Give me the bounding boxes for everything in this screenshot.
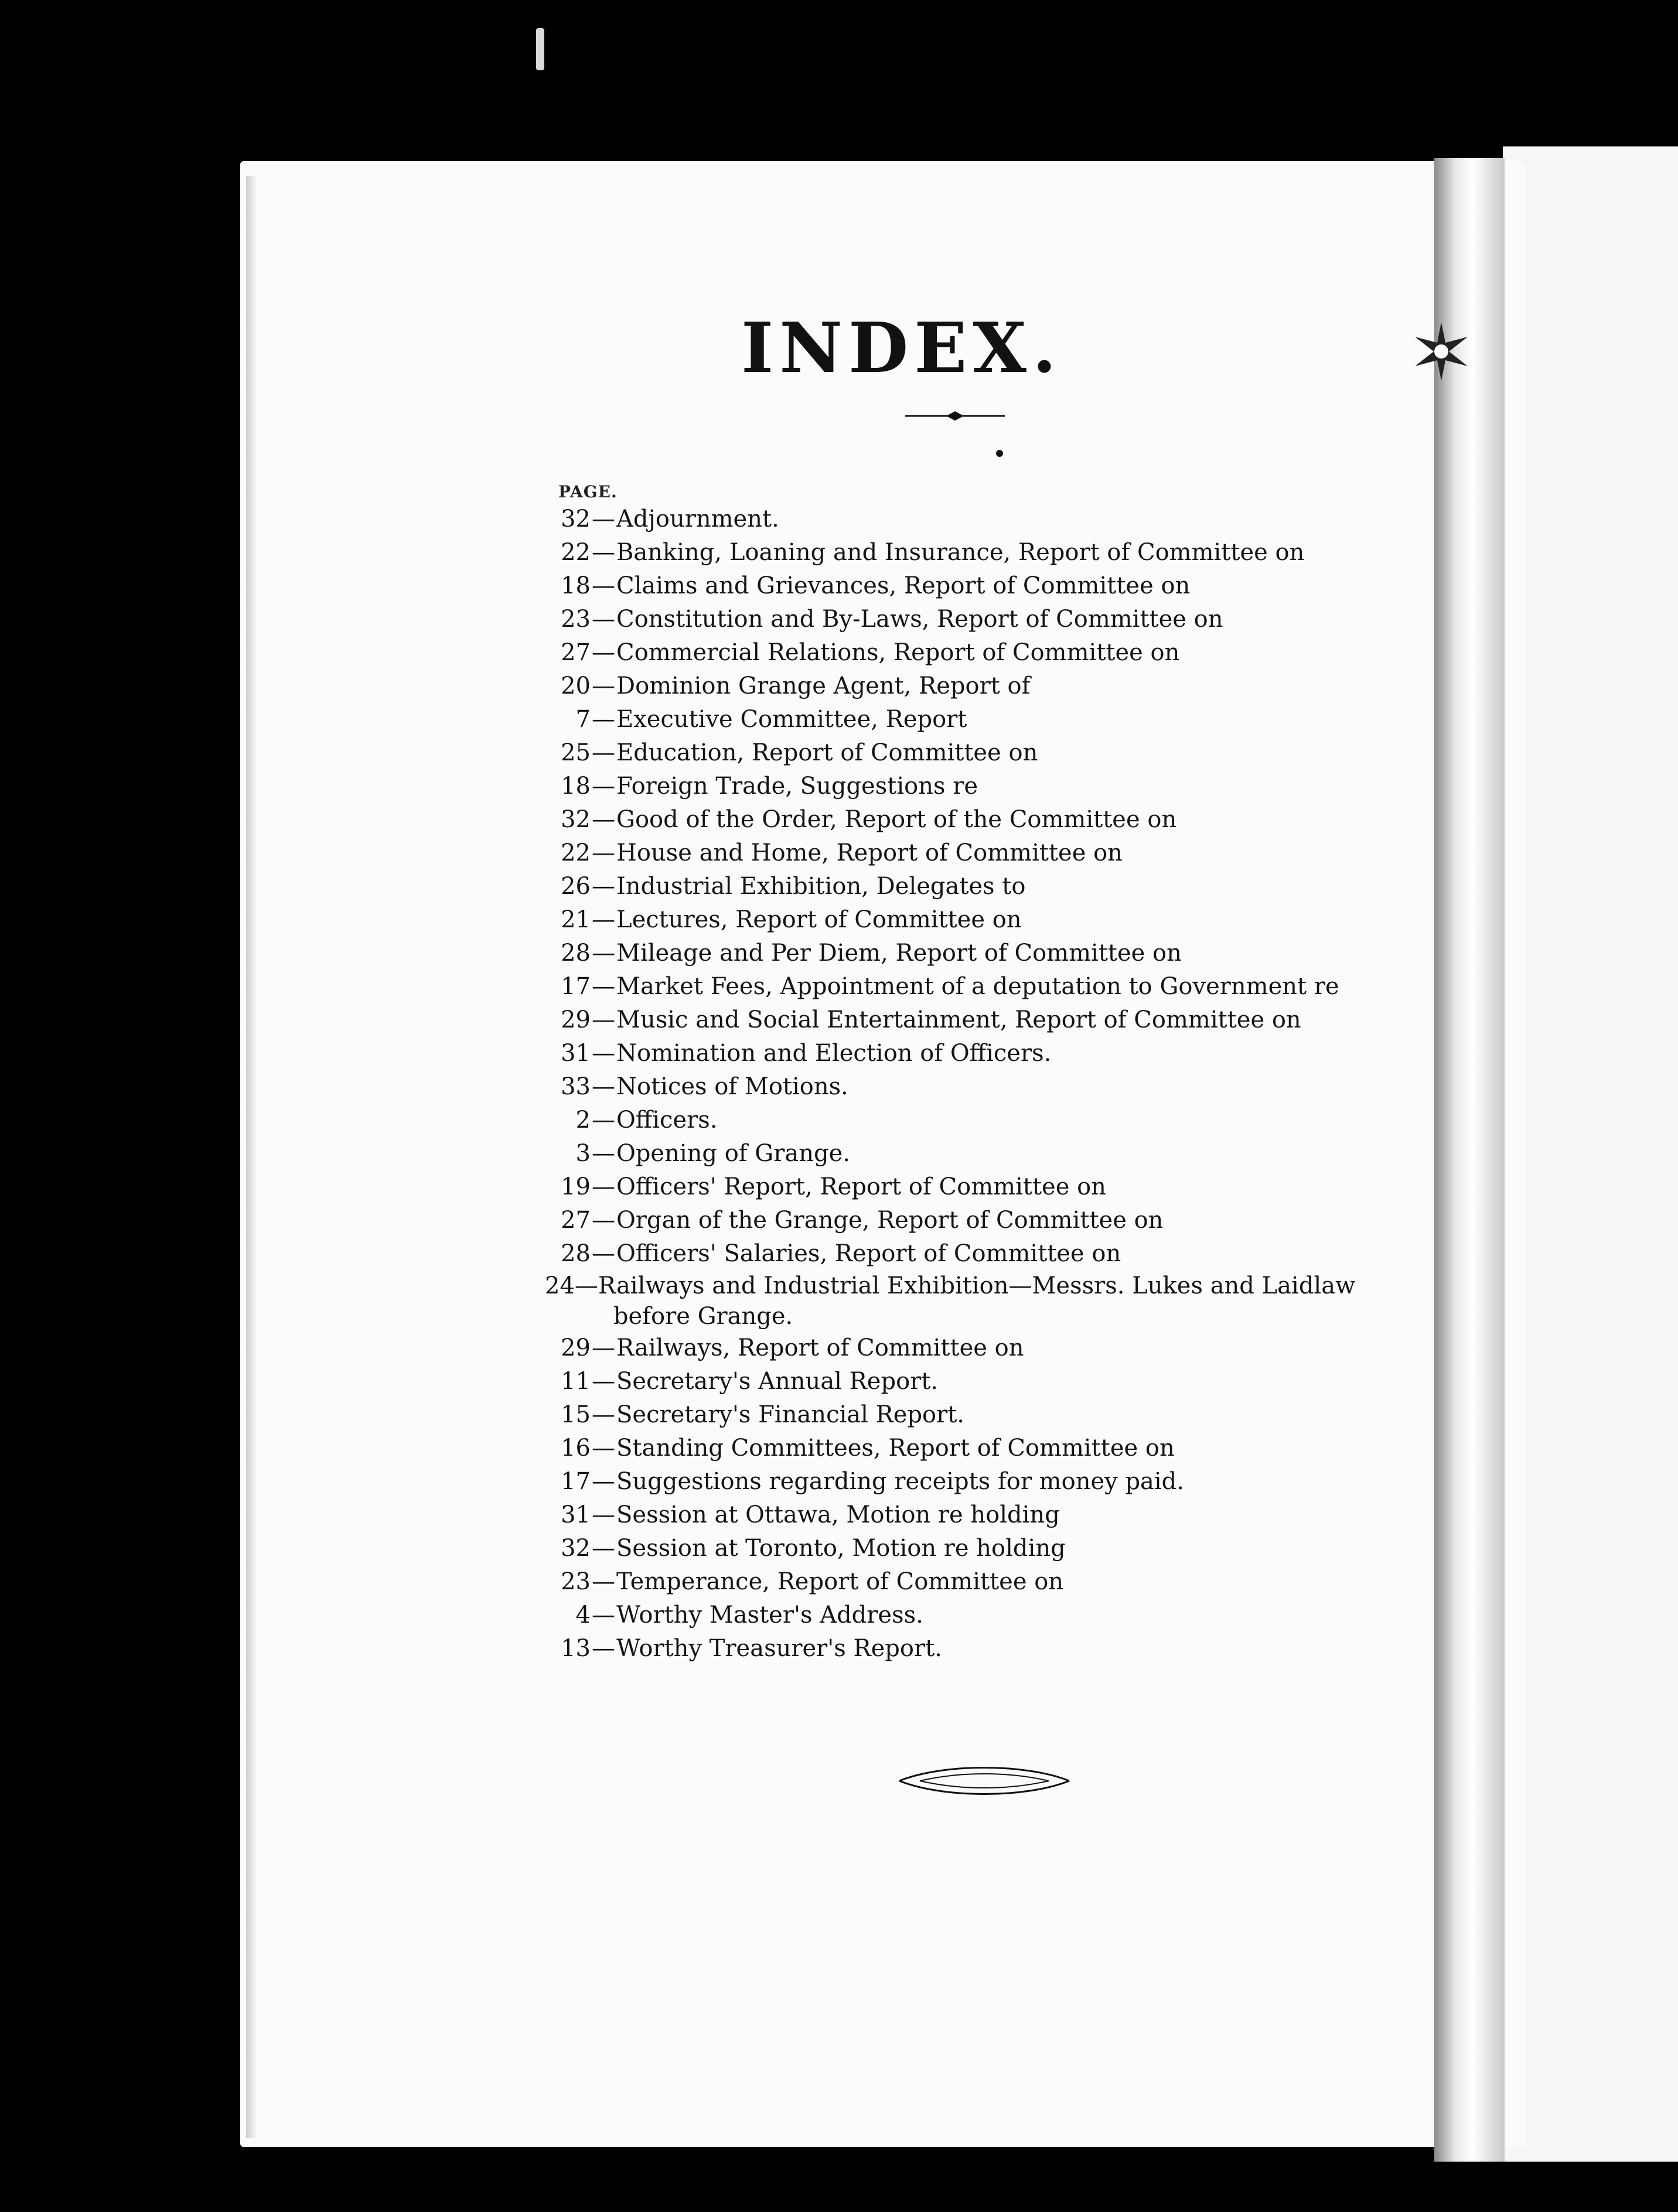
entry-text: Constitution and By-Laws, Report of Committee on bbox=[616, 606, 1223, 633]
index-entry: 28 — Mileage and Per Diem, Report of Committee on bbox=[545, 937, 1424, 970]
page-number: 23 bbox=[561, 1568, 591, 1595]
page-number: 29 bbox=[561, 1334, 591, 1361]
entry-text: Music and Social Entertainment, Report of Committee on bbox=[616, 1006, 1301, 1033]
entry-text: Session at Toronto, Motion re holding bbox=[616, 1535, 1066, 1562]
page-number: 32 bbox=[561, 1535, 591, 1562]
index-entries bbox=[545, 503, 1424, 1665]
entry-text: Mileage and Per Diem, Report of Committee on bbox=[616, 940, 1182, 967]
entry-text: Secretary's Financial Report. bbox=[616, 1401, 965, 1428]
page-number: 33 bbox=[561, 1073, 591, 1100]
index-entry: 31 — Session at Ottawa, Motion re holding bbox=[545, 1498, 1424, 1532]
page-number: 32 bbox=[561, 806, 591, 833]
page-number: 19 bbox=[561, 1173, 591, 1200]
entry-text: Market Fees, Appointment of a deputation to Government re bbox=[616, 973, 1339, 1000]
page-edge-shadow bbox=[246, 176, 257, 2138]
page-number: 27 bbox=[561, 1207, 591, 1234]
entry-text: Railways, Report of Committee on bbox=[616, 1334, 1024, 1361]
entry-text: Industrial Exhibition, Delegates to bbox=[616, 873, 1026, 900]
index-entry: 26 — Industrial Exhibition, Delegates to bbox=[545, 870, 1424, 903]
entry-text: Railways and Industrial Exhibition—Messrs. Lukes and Laidlaw bbox=[598, 1272, 1356, 1299]
page-number: 31 bbox=[561, 1040, 591, 1067]
entry-text: Worthy Master's Address. bbox=[616, 1602, 923, 1629]
entry-text: Standing Committees, Report of Committee on bbox=[616, 1435, 1175, 1462]
title-ornament-rule bbox=[905, 410, 1005, 422]
entry-text: Dominion Grange Agent, Report of bbox=[616, 673, 1031, 699]
page-number: 28 bbox=[561, 1240, 591, 1267]
page-number: 15 bbox=[561, 1401, 591, 1428]
page-number: 16 bbox=[561, 1435, 591, 1462]
entry-text: Education, Report of Committee on bbox=[616, 739, 1038, 766]
index-entry: 32 — Session at Toronto, Motion re holding bbox=[545, 1532, 1424, 1565]
entry-text: Executive Committee, Report bbox=[616, 706, 967, 733]
page-number: 11 bbox=[561, 1368, 591, 1395]
index-entry: 27 — Organ of the Grange, Report of Committee on bbox=[545, 1204, 1424, 1237]
entry-text: Temperance, Report of Committee on bbox=[616, 1568, 1064, 1595]
index-entry: 3 — Opening of Grange. bbox=[545, 1137, 1424, 1170]
page-number: 22 bbox=[561, 539, 591, 566]
page-number: 31 bbox=[561, 1501, 591, 1528]
page-number: 29 bbox=[561, 1006, 591, 1033]
page-number: 2 bbox=[575, 1107, 591, 1134]
entry-text: Officers' Salaries, Report of Committee on bbox=[616, 1240, 1121, 1267]
entry-text: Nomination and Election of Officers. bbox=[616, 1040, 1052, 1067]
page-number: 22 bbox=[561, 839, 591, 866]
page-number: 18 bbox=[561, 572, 591, 599]
index-entry: 21 — Lectures, Report of Committee on bbox=[545, 903, 1424, 937]
entry-text: Officers. bbox=[616, 1107, 718, 1134]
page-number: 28 bbox=[561, 940, 591, 967]
entry-text: Opening of Grange. bbox=[616, 1140, 850, 1167]
index-entry: 27 — Commercial Relations, Report of Committee on bbox=[545, 636, 1424, 670]
index-entry: 29 — Railways, Report of Committee on bbox=[545, 1332, 1424, 1365]
entry-text: Banking, Loaning and Insurance, Report of Committee on bbox=[616, 539, 1305, 566]
entry-text: House and Home, Report of Committee on bbox=[616, 839, 1123, 866]
index-entry: 18 — Foreign Trade, Suggestions re bbox=[545, 770, 1424, 803]
page-number: 13 bbox=[561, 1635, 591, 1662]
index-entry: 33 — Notices of Motions. bbox=[545, 1070, 1424, 1104]
page-number: 7 bbox=[575, 706, 591, 733]
page-number: 32 bbox=[561, 506, 591, 532]
page-column-header: PAGE. bbox=[558, 482, 618, 501]
entry-text: Officers' Report, Report of Committee on bbox=[616, 1173, 1106, 1200]
page-title: INDEX. bbox=[741, 307, 1062, 388]
index-entry: 28 — Officers' Salaries, Report of Committee on bbox=[545, 1237, 1424, 1271]
index-entry: 18 — Claims and Grievances, Report of Committee on bbox=[545, 569, 1424, 603]
page-number: 23 bbox=[561, 606, 591, 633]
entry-text: Good of the Order, Report of the Committee on bbox=[616, 806, 1177, 833]
page-number: 17 bbox=[561, 973, 591, 1000]
entry-continuation: before Grange. bbox=[613, 1303, 793, 1330]
entry-text: Organ of the Grange, Report of Committee on bbox=[616, 1207, 1164, 1234]
entry-text: Secretary's Annual Report. bbox=[616, 1368, 939, 1395]
binding-fold bbox=[1434, 158, 1505, 2162]
index-entry: 32 — Good of the Order, Report of the Committee on bbox=[545, 803, 1424, 837]
entry-text: Claims and Grievances, Report of Committee on bbox=[616, 572, 1191, 599]
entry-text: Worthy Treasurer's Report. bbox=[616, 1635, 942, 1662]
index-entry: 17 — Suggestions regarding receipts for money paid. bbox=[545, 1465, 1424, 1498]
index-entry: 7 — Executive Committee, Report bbox=[545, 703, 1424, 736]
index-entry: 23 — Temperance, Report of Committee on bbox=[545, 1565, 1424, 1599]
entry-text: Session at Ottawa, Motion re holding bbox=[616, 1501, 1060, 1528]
page-number: 25 bbox=[561, 739, 591, 766]
index-entry: 29 — Music and Social Entertainment, Report of Committee on bbox=[545, 1003, 1424, 1037]
page-number: 20 bbox=[561, 673, 591, 699]
ornament-dot bbox=[996, 450, 1003, 457]
index-entry: 15 — Secretary's Financial Report. bbox=[545, 1398, 1424, 1432]
index-entry: 4 — Worthy Master's Address. bbox=[545, 1599, 1424, 1632]
entry-text: Adjournment. bbox=[616, 506, 779, 532]
index-entry: 31 — Nomination and Election of Officers. bbox=[545, 1037, 1424, 1070]
entry-text: Foreign Trade, Suggestions re bbox=[616, 773, 978, 800]
index-entry: 22 — Banking, Loaning and Insurance, Report of Committee on bbox=[545, 536, 1424, 569]
scan-artifact bbox=[536, 28, 544, 70]
index-entry: 19 — Officers' Report, Report of Committee on bbox=[545, 1170, 1424, 1204]
facing-page-edge bbox=[1503, 146, 1678, 2162]
index-entry: 24 — Railways and Industrial Exhibition—Messrs. Lukes and Laidlaw before Grange. bbox=[545, 1271, 1424, 1332]
page-number: 21 bbox=[561, 906, 591, 933]
page-number: 24 bbox=[545, 1272, 575, 1299]
entry-text: Notices of Motions. bbox=[616, 1073, 848, 1100]
page-number: 4 bbox=[575, 1602, 591, 1629]
binding-ornament-icon bbox=[1409, 319, 1474, 384]
index-entry: 25 — Education, Report of Committee on bbox=[545, 736, 1424, 770]
index-entry: 23 — Constitution and By-Laws, Report of Committee on bbox=[545, 603, 1424, 636]
index-entry: 17 — Market Fees, Appointment of a deputation to Government re bbox=[545, 970, 1424, 1003]
index-entry: 22 — House and Home, Report of Committee on bbox=[545, 837, 1424, 870]
entry-text: Lectures, Report of Committee on bbox=[616, 906, 1022, 933]
entry-text: Commercial Relations, Report of Committee on bbox=[616, 639, 1180, 666]
index-entry: 32 — Adjournment. bbox=[545, 503, 1424, 536]
index-entry: 2 — Officers. bbox=[545, 1104, 1424, 1137]
page-number: 3 bbox=[575, 1140, 591, 1167]
page-number: 18 bbox=[561, 773, 591, 800]
page-number: 17 bbox=[561, 1468, 591, 1495]
index-entry: 13 — Worthy Treasurer's Report. bbox=[545, 1632, 1424, 1665]
end-ornament-icon bbox=[896, 1763, 1072, 1798]
index-entry: 16 — Standing Committees, Report of Committee on bbox=[545, 1432, 1424, 1465]
index-entry: 20 — Dominion Grange Agent, Report of bbox=[545, 670, 1424, 703]
page-number: 27 bbox=[561, 639, 591, 666]
page-number: 26 bbox=[561, 873, 591, 900]
entry-text: Suggestions regarding receipts for money paid. bbox=[616, 1468, 1185, 1495]
index-entry: 11 — Secretary's Annual Report. bbox=[545, 1365, 1424, 1398]
